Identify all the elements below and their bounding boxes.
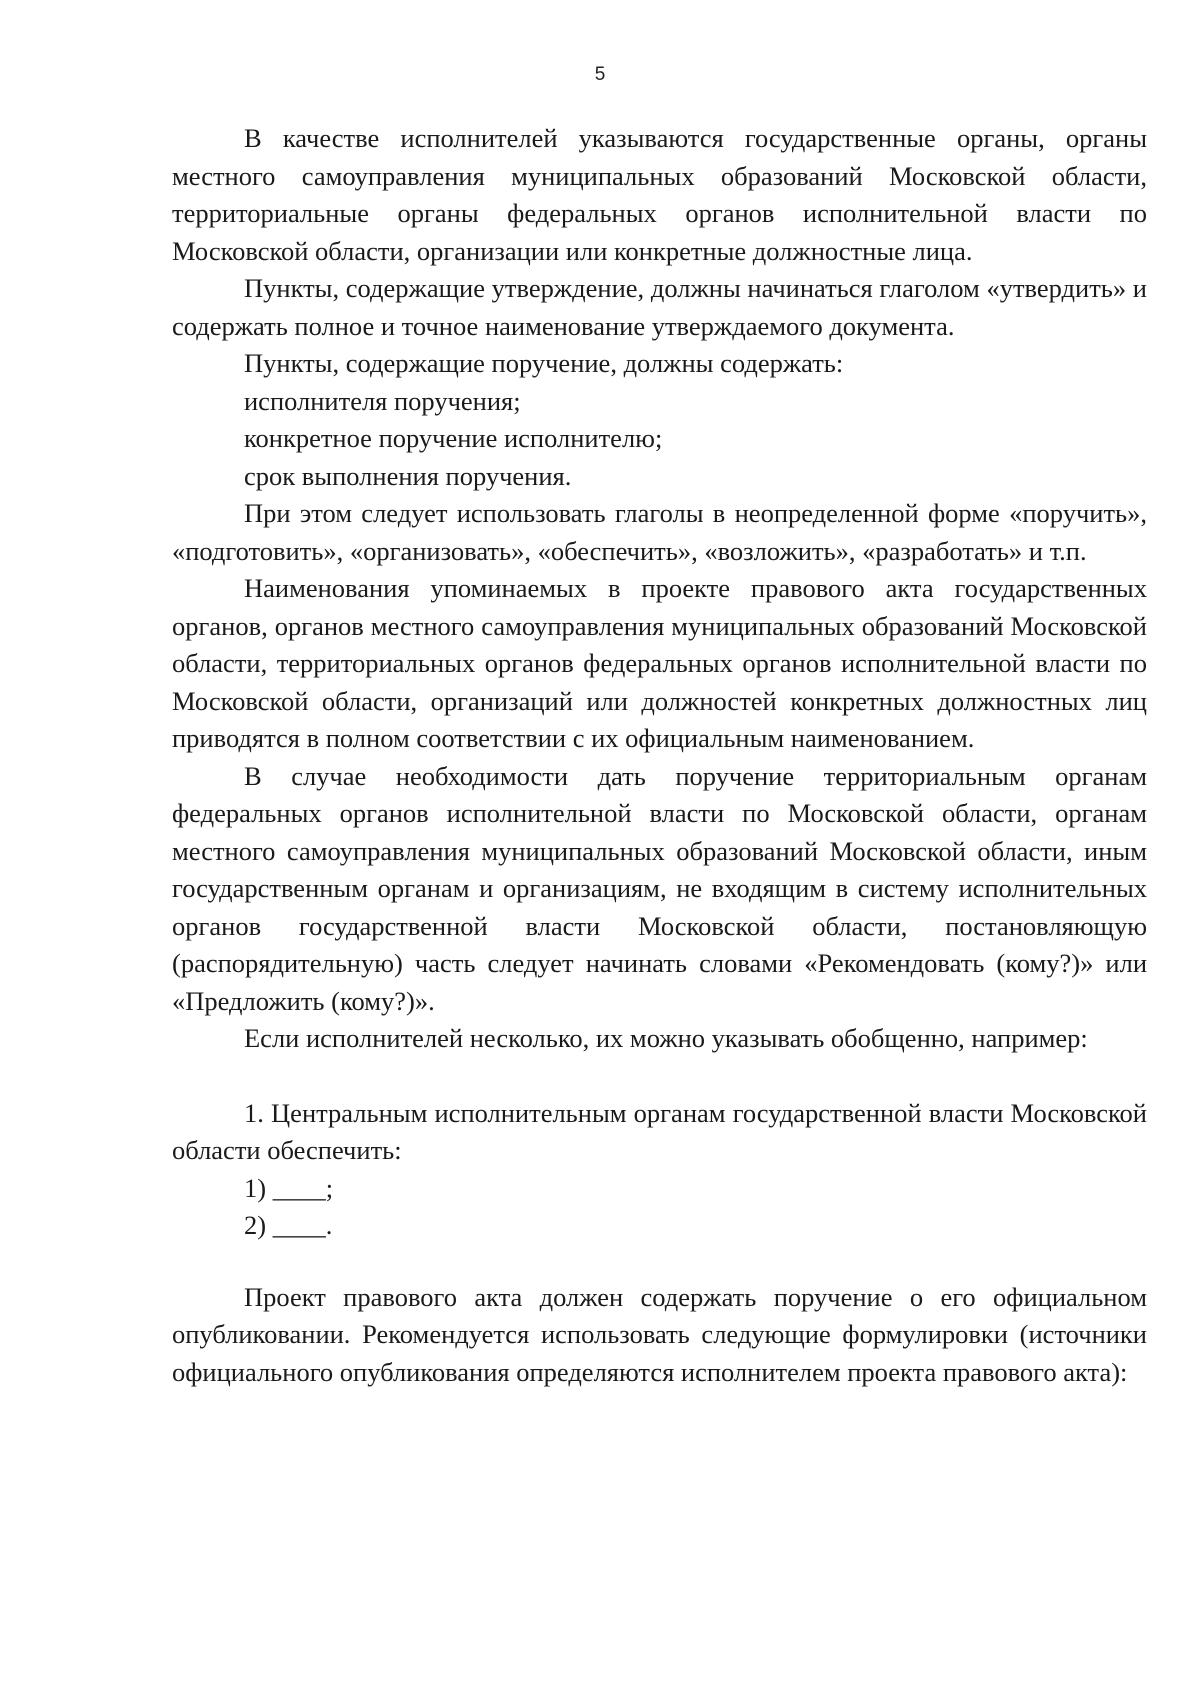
paragraph-names: Наименования упоминаемых в проекте правового акта государственных органов, органов местного самоуправления муниципальных образований Московской области, территориальных органов федеральных органов исполнительной власти по Московской области, организаций или должностей конкретных должностных лиц приводятся в полном соответствии с их официальным наименованием.	[172, 573, 1147, 753]
paragraph-publication: Проект правового акта должен содержать поручение о его официальном опубликовании. Рекомендуется использовать следующие формулировки (источники официального опубликования определяются исполнителем проекта правового акта):	[172, 1281, 1147, 1387]
example-item: 1. Центральным исполнительным органам государственной власти Московской области обеспечить:	[172, 1097, 1147, 1165]
list-item-assignment: конкретное поручение исполнителю;	[244, 423, 663, 453]
document-body	[172, 120, 1147, 1391]
paragraph-assignment-items: Пункты, содержащие поручение, должны содержать:	[244, 348, 844, 378]
spacer	[172, 1245, 1147, 1279]
spacer	[172, 1058, 1147, 1095]
paragraph-verbs: При этом следует использовать глаголы в неопределенной форме «поручить», «подготовить», «организовать», «обеспечить», «возложить», «разработать» и т.п.	[172, 498, 1147, 566]
list-item-assignee: исполнителя поручения;	[244, 385, 521, 416]
page-number: 5	[594, 64, 606, 85]
paragraph-several-executors: Если исполнителей несколько, их можно указывать обобщенно, например:	[244, 1023, 1088, 1053]
paragraph-recommend: В случае необходимости дать поручение территориальным органам федеральных органов исполнительной власти по Московской области, органам местного самоуправления муниципальных образований Московской области, иным государственным органам и организациям, не входящим в систему исполнительных органов государственной власти Московской области, постановляющую (распорядительную) часть следует начинать словами «Рекомендовать (кому?)» или «Предложить (кому?)».	[172, 760, 1147, 1016]
example-subitem-2: 2) ____.	[244, 1210, 333, 1240]
paragraph-approval-items: Пункты, содержащие утверждение, должны начинаться глаголом «утвердить» и содержать полное и точное наименование утверждаемого документа.	[172, 273, 1147, 341]
example-subitem-1: 1) ____;	[244, 1172, 334, 1203]
list-item-deadline: срок выполнения поручения.	[244, 460, 572, 491]
paragraph-executors: В качестве исполнителей указываются государственные органы, органы местного самоуправления муниципальных образований Московской области, территориальные органы федеральных органов исполнительной власти по Московской области, организации или конкретные должностные лица.	[172, 123, 1147, 266]
